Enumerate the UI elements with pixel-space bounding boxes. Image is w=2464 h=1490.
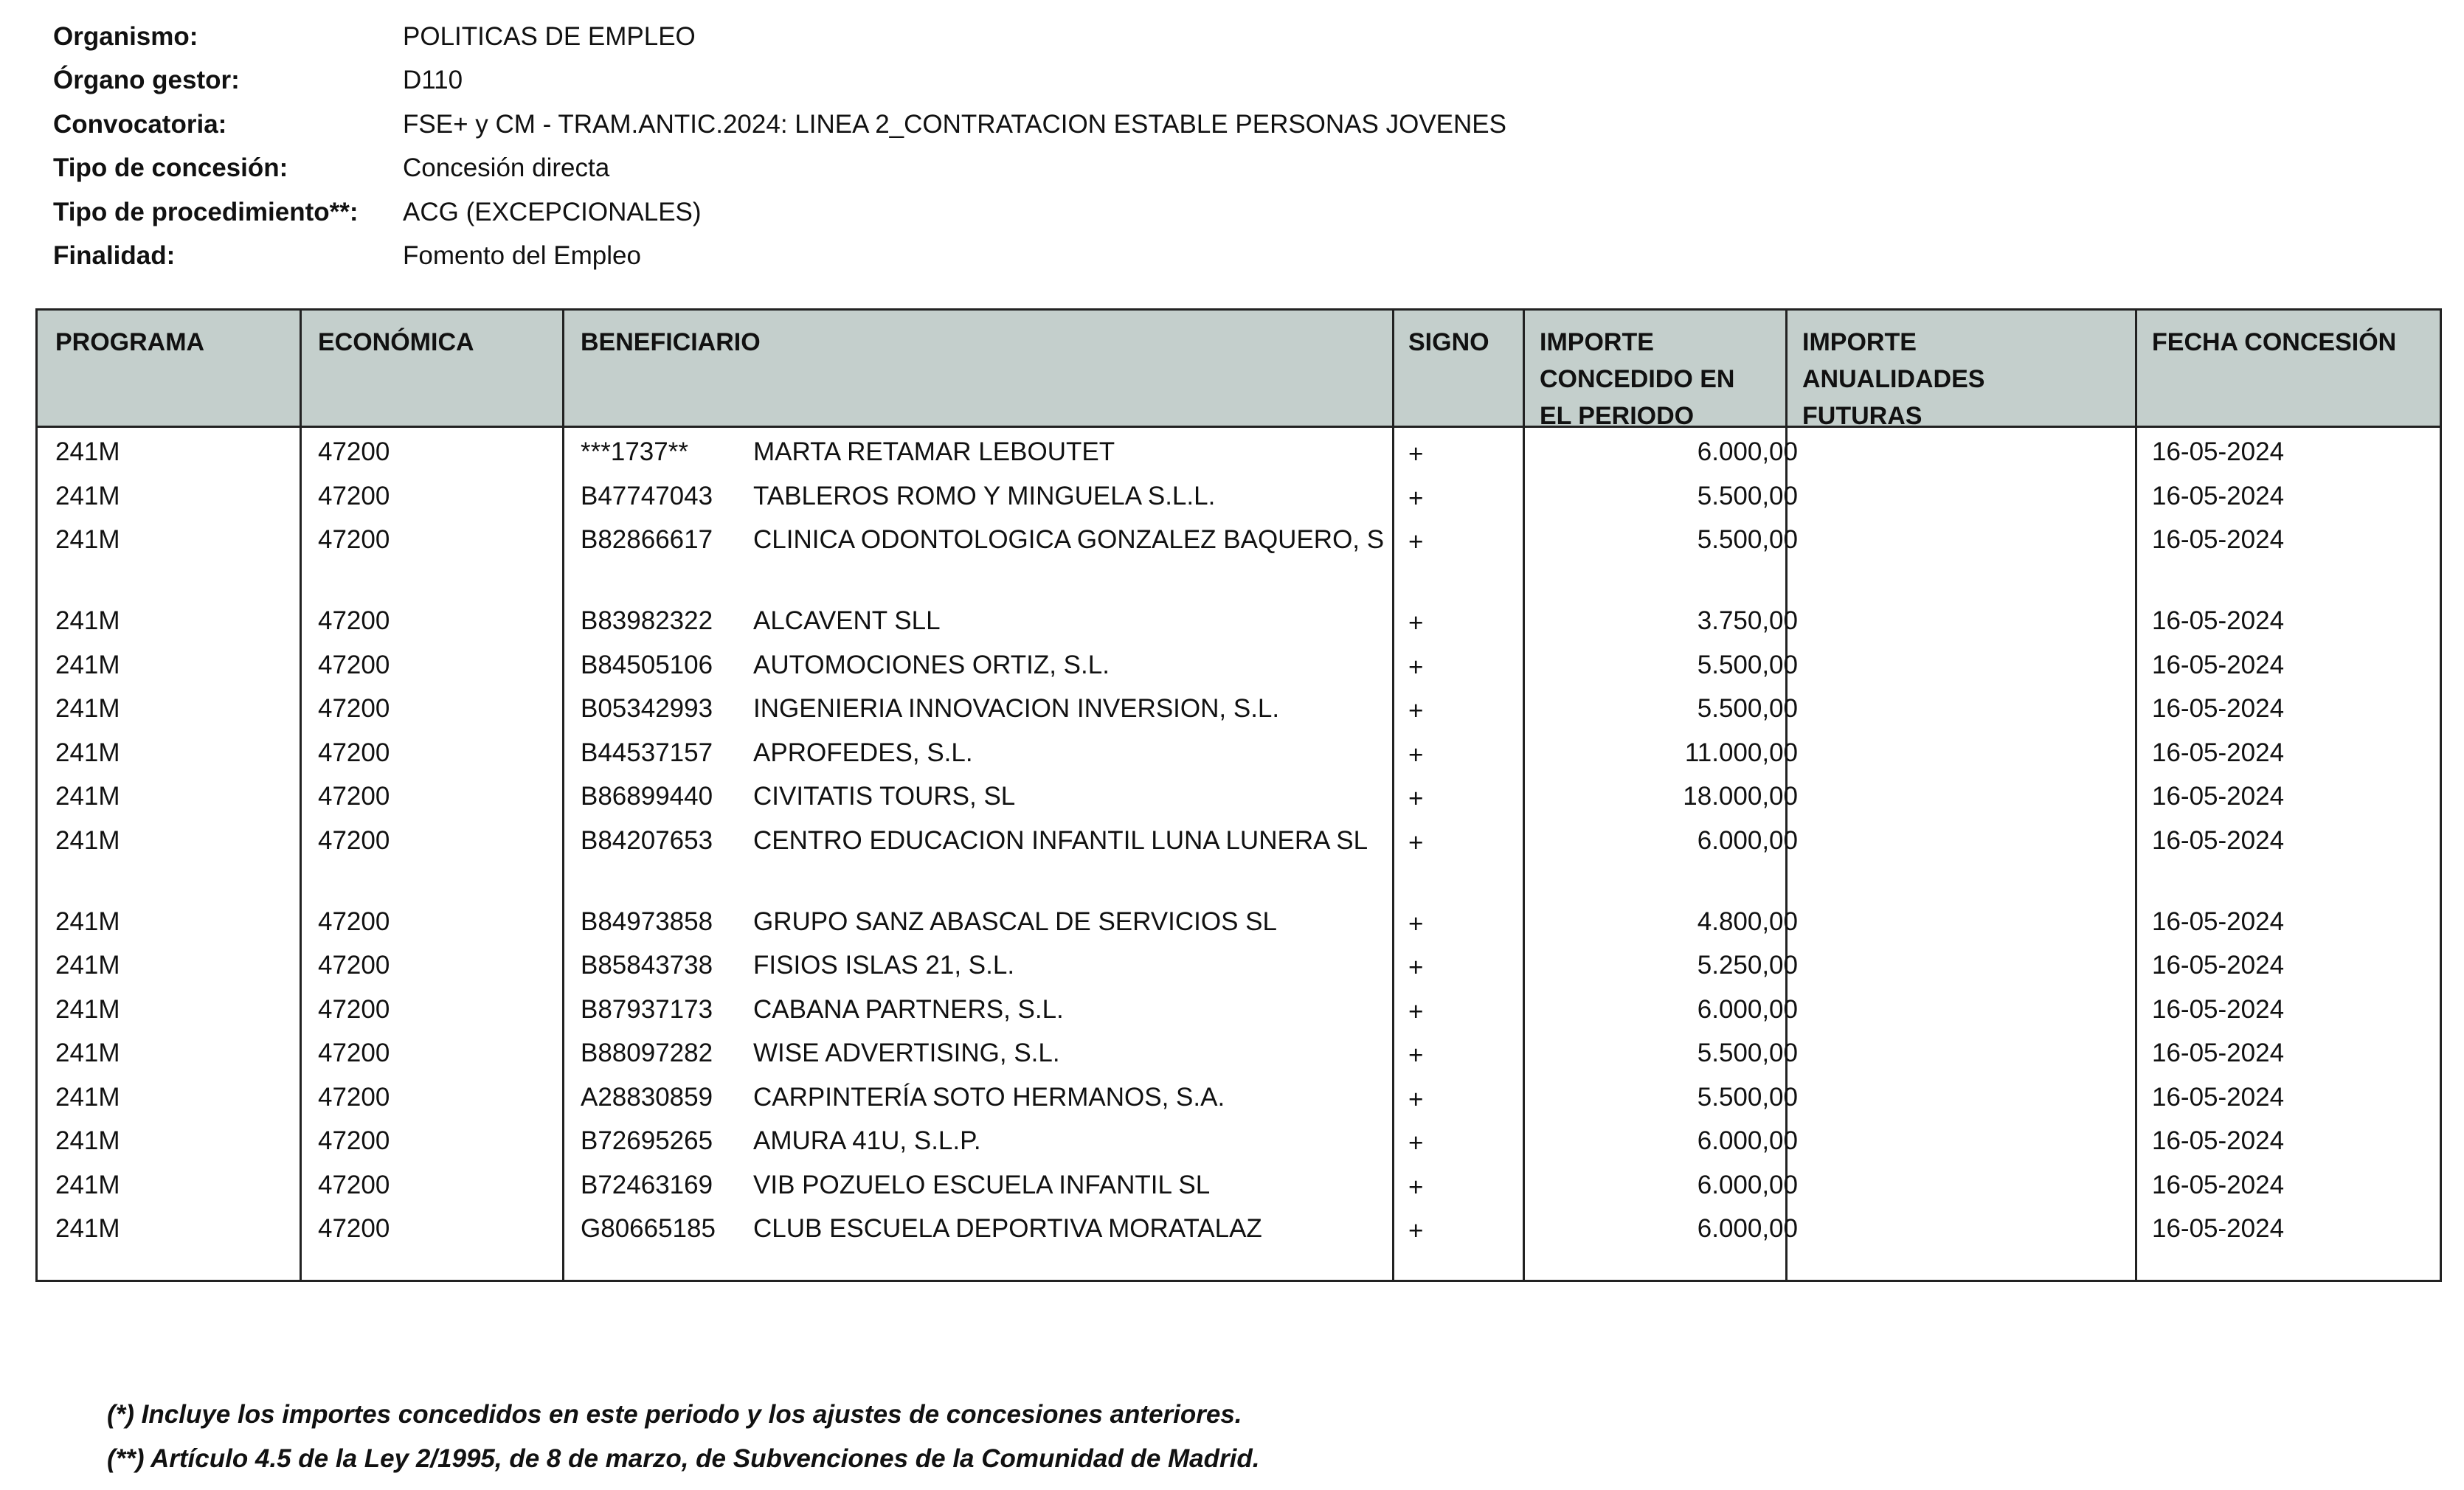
fecha-cell: 16-05-2024 [2152, 1170, 2285, 1199]
signo-cell: + [1408, 652, 1424, 682]
fecha-cell: 16-05-2024 [2152, 782, 2285, 811]
beneficiario-cell [581, 434, 1392, 470]
programa-cell: 241M [55, 606, 120, 635]
table-row [38, 1029, 2440, 1073]
table-body [38, 428, 2440, 1249]
table-row [38, 985, 2440, 1030]
economica-cell: 47200 [318, 437, 390, 466]
programa-cell: 241M [55, 650, 120, 679]
beneficiario-cell [581, 603, 1392, 639]
programa-cell: 241M [55, 694, 120, 723]
fecha-cell: 16-05-2024 [2152, 606, 2285, 635]
economica-cell: 47200 [318, 994, 390, 1024]
signo-cell: + [1408, 483, 1424, 513]
beneficiario-cell [581, 992, 1392, 1028]
table-row [38, 685, 2440, 729]
beneficiario-id: B05342993 [581, 694, 713, 723]
beneficiario-name: INGENIERIA INNOVACION INVERSION, S.L. [753, 694, 1280, 723]
organismo-value: POLITICAS DE EMPLEO [403, 21, 696, 51]
footnote-2: (**) Artículo 4.5 de la Ley 2/1995, de 8 de marzo, de Subvenciones de la Comunidad de Madrid. [107, 1444, 1260, 1473]
col-anual-line-3: FUTURAS [1802, 402, 1923, 430]
economica-cell: 47200 [318, 782, 390, 811]
signo-cell: + [1408, 784, 1424, 813]
col-importe-line-1: IMPORTE [1540, 328, 1654, 356]
beneficiario-id: B44537157 [581, 738, 713, 767]
col-signo: SIGNO [1408, 328, 1489, 356]
beneficiario-name: AUTOMOCIONES ORTIZ, S.L. [753, 650, 1110, 679]
beneficiario-cell [581, 823, 1392, 859]
table-row [38, 729, 2440, 773]
importe-cell: 5.250,00 [1697, 951, 1798, 980]
programa-cell: 241M [55, 1082, 120, 1112]
tipo-procedimiento-label: Tipo de procedimiento**: [53, 197, 359, 226]
fecha-cell: 16-05-2024 [2152, 694, 2285, 723]
economica-cell: 47200 [318, 1170, 390, 1199]
importe-cell: 4.800,00 [1697, 907, 1798, 936]
table-row [38, 941, 2440, 985]
beneficiario-id: B82866617 [581, 525, 713, 554]
table-row [38, 1117, 2440, 1161]
economica-cell: 47200 [318, 606, 390, 635]
tipo-concesion-label: Tipo de concesión: [53, 153, 288, 183]
fecha-cell: 16-05-2024 [2152, 738, 2285, 767]
beneficiario-id: B88097282 [581, 1039, 713, 1067]
table-row [38, 428, 2440, 472]
fecha-cell: 16-05-2024 [2152, 951, 2285, 980]
beneficiario-cell [581, 648, 1392, 683]
beneficiario-cell [581, 691, 1392, 727]
beneficiario-name: GRUPO SANZ ABASCAL DE SERVICIOS SL [753, 907, 1277, 936]
beneficiario-cell [581, 779, 1392, 814]
col-fecha-concesion: FECHA CONCESIÓN [2152, 328, 2397, 356]
economica-cell: 47200 [318, 481, 390, 510]
beneficiario-id: B72463169 [581, 1170, 713, 1199]
col-economica: ECONÓMICA [318, 328, 474, 356]
fecha-cell: 16-05-2024 [2152, 825, 2285, 855]
economica-cell: 47200 [318, 907, 390, 936]
table-header [38, 311, 2440, 428]
table-row [38, 817, 2440, 898]
beneficiario-cell [581, 1036, 1392, 1071]
finalidad-value: Fomento del Empleo [403, 241, 641, 271]
signo-cell: + [1408, 953, 1424, 982]
fecha-cell: 16-05-2024 [2152, 1126, 2285, 1155]
programa-cell: 241M [55, 525, 120, 554]
importe-cell: 3.750,00 [1697, 606, 1798, 635]
table-row [38, 898, 2440, 942]
beneficiario-name: CABANA PARTNERS, S.L. [753, 994, 1064, 1024]
importe-cell: 18.000,00 [1683, 782, 1798, 811]
beneficiario-name: ALCAVENT SLL [753, 606, 941, 635]
beneficiario-cell [581, 522, 1392, 558]
beneficiario-id: B85843738 [581, 951, 713, 980]
beneficiario-name: CIVITATIS TOURS, SL [753, 782, 1016, 811]
economica-cell: 47200 [318, 1039, 390, 1067]
programa-cell: 241M [55, 1214, 120, 1243]
signo-cell: + [1408, 609, 1424, 637]
table-row [38, 1205, 2440, 1249]
beneficiario-cell [581, 1168, 1392, 1203]
table-row [38, 1073, 2440, 1118]
col-importe-line-3: EL PERIODO [1540, 402, 1695, 430]
beneficiario-cell [581, 904, 1392, 940]
tipo-concesion-value: Concesión directa [403, 153, 610, 183]
signo-cell: + [1408, 440, 1424, 468]
importe-cell: 6.000,00 [1697, 994, 1798, 1024]
beneficiario-name: FISIOS ISLAS 21, S.L. [753, 951, 1015, 980]
importe-cell: 6.000,00 [1697, 825, 1798, 855]
beneficiario-id: B83982322 [581, 606, 713, 635]
col-importe-concedido [1540, 324, 1734, 434]
importe-cell: 6.000,00 [1697, 1126, 1798, 1155]
beneficiario-id: B47747043 [581, 481, 713, 510]
beneficiario-id: B72695265 [581, 1126, 713, 1155]
beneficiario-name: AMURA 41U, S.L.P. [753, 1126, 981, 1155]
fecha-cell: 16-05-2024 [2152, 525, 2285, 554]
economica-cell: 47200 [318, 694, 390, 723]
col-beneficiario: BENEFICIARIO [581, 328, 761, 356]
beneficiario-id: ***1737** [581, 437, 688, 466]
importe-cell: 5.500,00 [1697, 481, 1798, 510]
beneficiario-name: CLUB ESCUELA DEPORTIVA MORATALAZ [753, 1214, 1262, 1243]
fecha-cell: 16-05-2024 [2152, 1214, 2285, 1243]
importe-cell: 5.500,00 [1697, 694, 1798, 723]
beneficiario-id: G80665185 [581, 1214, 716, 1243]
beneficiario-name: APROFEDES, S.L. [753, 738, 973, 767]
organo-gestor-label: Órgano gestor: [53, 66, 240, 95]
organismo-label: Organismo: [53, 21, 198, 51]
fecha-cell: 16-05-2024 [2152, 650, 2285, 679]
convocatoria-row [53, 103, 2266, 147]
fecha-cell: 16-05-2024 [2152, 437, 2285, 466]
beneficiario-cell [581, 1080, 1392, 1115]
table-row [38, 1161, 2440, 1205]
table-row [38, 472, 2440, 516]
beneficiario-cell [581, 948, 1392, 983]
finalidad-label: Finalidad: [53, 241, 176, 271]
organo-gestor-value: D110 [403, 66, 463, 95]
beneficiario-name: CARPINTERÍA SOTO HERMANOS, S.A. [753, 1082, 1225, 1112]
programa-cell: 241M [55, 782, 120, 811]
finalidad-row [53, 235, 2266, 279]
organismo-row [53, 15, 2266, 59]
importe-cell: 5.500,00 [1697, 650, 1798, 679]
beneficiario-cell [581, 1123, 1392, 1159]
importe-cell: 6.000,00 [1697, 1170, 1798, 1199]
programa-cell: 241M [55, 825, 120, 855]
programa-cell: 241M [55, 437, 120, 466]
importe-cell: 5.500,00 [1697, 525, 1798, 554]
beneficiario-id: A28830859 [581, 1082, 713, 1112]
importe-cell: 6.000,00 [1697, 1214, 1798, 1243]
beneficiario-id: B87937173 [581, 994, 713, 1024]
fecha-cell: 16-05-2024 [2152, 907, 2285, 936]
beneficiario-id: B84973858 [581, 907, 713, 936]
table-row [38, 641, 2440, 685]
economica-cell: 47200 [318, 951, 390, 980]
signo-cell: + [1408, 527, 1424, 556]
economica-cell: 47200 [318, 1082, 390, 1112]
programa-cell: 241M [55, 738, 120, 767]
beneficiario-name: CENTRO EDUCACION INFANTIL LUNA LUNERA SL [753, 825, 1368, 855]
signo-cell: + [1408, 696, 1424, 725]
beneficiario-name: MARTA RETAMAR LEBOUTET [753, 437, 1115, 466]
beneficiario-name: TABLEROS ROMO Y MINGUELA S.L.L. [753, 481, 1216, 510]
economica-cell: 47200 [318, 525, 390, 554]
economica-cell: 47200 [318, 738, 390, 767]
document-header [53, 15, 2266, 278]
beneficiario-cell [581, 1211, 1392, 1247]
programa-cell: 241M [55, 1170, 120, 1199]
convocatoria-label: Convocatoria: [53, 109, 227, 139]
beneficiario-id: B84207653 [581, 825, 713, 855]
beneficiario-id: B86899440 [581, 782, 713, 811]
table-row [38, 772, 2440, 817]
organo-gestor-row [53, 59, 2266, 103]
fecha-cell: 16-05-2024 [2152, 1082, 2285, 1112]
footnotes [107, 1393, 1259, 1481]
importe-cell: 5.500,00 [1697, 1082, 1798, 1112]
tipo-concesion-row [53, 147, 2266, 191]
programa-cell: 241M [55, 1039, 120, 1067]
economica-cell: 47200 [318, 650, 390, 679]
beneficiario-name: VIB POZUELO ESCUELA INFANTIL SL [753, 1170, 1211, 1199]
beneficiario-name: CLINICA ODONTOLOGICA GONZALEZ BAQUERO, S [753, 525, 1385, 554]
col-programa: PROGRAMA [55, 328, 205, 356]
beneficiario-id: B84505106 [581, 650, 713, 679]
fecha-cell: 16-05-2024 [2152, 994, 2285, 1024]
tipo-procedimiento-row [53, 190, 2266, 235]
col-importe-anualidades [1802, 324, 1984, 434]
economica-cell: 47200 [318, 1126, 390, 1155]
table-row [38, 597, 2440, 641]
beneficiario-cell [581, 735, 1392, 771]
importe-cell: 6.000,00 [1697, 437, 1798, 466]
signo-cell: + [1408, 1216, 1424, 1245]
signo-cell: + [1408, 1084, 1424, 1114]
signo-cell: + [1408, 828, 1424, 857]
fecha-cell: 16-05-2024 [2152, 481, 2285, 510]
signo-cell: + [1408, 1041, 1424, 1070]
programa-cell: 241M [55, 481, 120, 510]
economica-cell: 47200 [318, 1214, 390, 1243]
signo-cell: + [1408, 1172, 1424, 1202]
convocatoria-value: FSE+ y CM - TRAM.ANTIC.2024: LINEA 2_CONTRATACION ESTABLE PERSONAS JOVENES [403, 109, 1506, 139]
tipo-procedimiento-value: ACG (EXCEPCIONALES) [403, 197, 702, 226]
programa-cell: 241M [55, 951, 120, 980]
programa-cell: 241M [55, 994, 120, 1024]
signo-cell: + [1408, 740, 1424, 769]
signo-cell: + [1408, 1129, 1424, 1157]
signo-cell: + [1408, 909, 1424, 938]
importe-cell: 11.000,00 [1684, 738, 1798, 767]
grants-table [35, 308, 2442, 1282]
importe-cell: 5.500,00 [1697, 1039, 1798, 1067]
fecha-cell: 16-05-2024 [2152, 1039, 2285, 1067]
programa-cell: 241M [55, 1126, 120, 1155]
table-row [38, 516, 2440, 597]
economica-cell: 47200 [318, 825, 390, 855]
programa-cell: 241M [55, 907, 120, 936]
col-importe-line-2: CONCEDIDO EN [1540, 365, 1735, 393]
beneficiario-name: WISE ADVERTISING, S.L. [753, 1039, 1060, 1067]
col-anual-line-1: IMPORTE [1802, 328, 1917, 356]
beneficiario-cell [581, 479, 1392, 514]
signo-cell: + [1408, 997, 1424, 1026]
col-anual-line-2: ANUALIDADES [1802, 365, 1985, 393]
footnote-1: (*) Incluye los importes concedidos en este periodo y los ajustes de concesiones anteriores. [107, 1400, 1242, 1429]
